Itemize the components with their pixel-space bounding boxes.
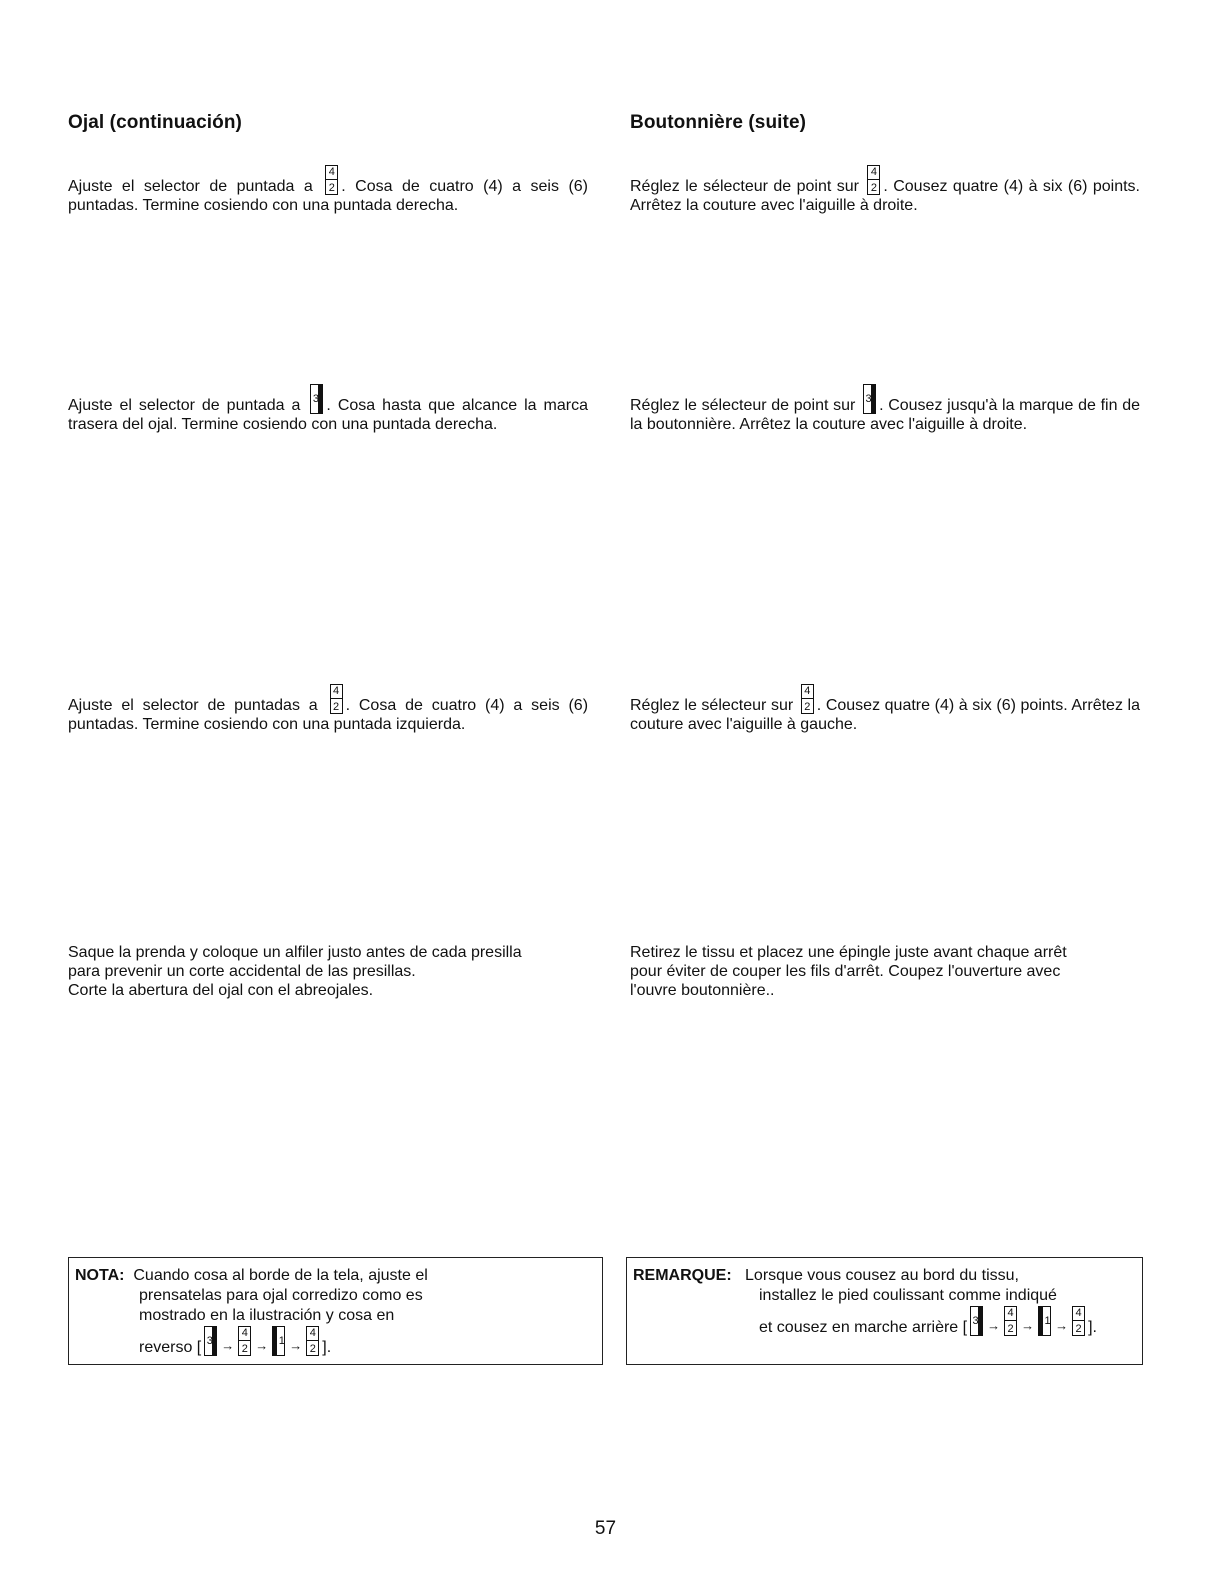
step-line: pour éviter de couper les fils d'arrêt. Coupez l'ouverture avec: [630, 963, 1061, 980]
stitch-selector-4-2-icon: 4 2: [867, 165, 880, 195]
step-line: Retirez le tissu et placez une épingle juste avant chaque arrêt: [630, 944, 1067, 961]
stitch-selector-4-2-icon: 4 2: [238, 1326, 251, 1356]
heading-spanish: Ojal (continuación): [68, 112, 242, 133]
french-step-4: [630, 943, 1160, 1000]
stitch-selector-4-2-icon: 4 2: [330, 684, 343, 714]
note-text: mostrado en la ilustración y cosa en: [139, 1307, 395, 1324]
note-box-french: [626, 1257, 1143, 1365]
arrow-right-icon: →: [255, 1338, 269, 1353]
heading-french: Boutonnière (suite): [630, 112, 807, 133]
step-line: Corte la abertura del ojal con el abreojales.: [68, 982, 374, 999]
step-text: Ajuste el selector de puntadas a: [68, 697, 318, 714]
note-text: installez le pied coulissant comme indiqué: [759, 1287, 1057, 1304]
step-line: Saque la prenda y coloque un alfiler justo antes de cada presilla: [68, 944, 522, 961]
stitch-selector-1-icon: 1: [1038, 1306, 1051, 1336]
arrow-right-icon: →: [987, 1318, 1001, 1333]
stitch-selector-4-2-icon: 4 2: [1072, 1306, 1085, 1336]
step-text: . Cosa de cuatro (4) a seis (6) puntadas. Termine cosiendo con una puntada derecha.: [68, 178, 588, 214]
step-text: Ajuste el selector de puntada a: [68, 397, 301, 414]
spanish-step-3: [68, 684, 588, 734]
stitch-selector-3-icon: 3: [863, 384, 876, 414]
note-label: REMARQUE:: [633, 1267, 732, 1284]
spanish-step-4: [68, 943, 608, 1000]
step-text: Réglez le sélecteur de point sur: [630, 178, 859, 195]
arrow-right-icon: →: [289, 1338, 303, 1353]
arrow-right-icon: →: [221, 1338, 235, 1353]
page-number: 57: [594, 1518, 617, 1539]
french-step-1: [630, 165, 1140, 215]
stitch-selector-4-2-icon: 4 2: [1004, 1306, 1017, 1336]
step-text: Réglez le sélecteur sur: [630, 697, 794, 714]
note-text: Cuando cosa al borde de la tela, ajuste el: [133, 1267, 428, 1284]
stitch-selector-4-2-icon: 4 2: [801, 684, 814, 714]
stitch-selector-3-icon: 3: [310, 384, 323, 414]
stitch-selector-3-icon: 3: [970, 1306, 983, 1336]
arrow-right-icon: →: [1021, 1318, 1035, 1333]
stitch-selector-4-2-icon: 4 2: [325, 165, 338, 195]
step-line: l'ouvre boutonnière..: [630, 982, 775, 999]
spanish-step-2: [68, 384, 588, 434]
arrow-right-icon: →: [1055, 1318, 1069, 1333]
note-sequence-line: [633, 1306, 1132, 1338]
step-text: Réglez le sélecteur de point sur: [630, 397, 856, 414]
spanish-step-1: [68, 165, 588, 215]
note-text: Lorsque vous cousez au bord du tissu,: [745, 1267, 1019, 1284]
note-sequence-line: [75, 1326, 592, 1358]
step-line: para prevenir un corte accidental de las presillas.: [68, 963, 416, 980]
note-label: NOTA:: [75, 1267, 125, 1284]
step-text: . Cosa hasta que alcance la marca trasera del ojal. Termine cosiendo con una puntada derecha.: [68, 397, 589, 433]
note-text: et cousez en marche arrière [: [759, 1319, 968, 1336]
step-text: . Cosa de cuatro (4) a seis (6) puntadas. Termine cosiendo con una puntada izquierda.: [68, 697, 589, 733]
step-text: . Cousez quatre (4) à six (6) points. Arrêtez la couture avec l'aiguille à droite.: [630, 178, 1141, 214]
stitch-selector-3-icon: 3: [204, 1326, 217, 1356]
step-text: Ajuste el selector de puntada a: [68, 178, 313, 195]
note-box-spanish: [68, 1257, 603, 1365]
stitch-selector-1-icon: 1: [272, 1326, 285, 1356]
note-text: ].: [322, 1339, 332, 1356]
french-step-2: [630, 384, 1140, 434]
note-text: reverso [: [139, 1339, 202, 1356]
french-step-3: [630, 684, 1140, 734]
step-text: . Cousez jusqu'à la marque de fin de la boutonnière. Arrêtez la couture avec l'aiguille à droite.: [630, 397, 1140, 433]
note-text: ].: [1088, 1319, 1097, 1336]
note-text: prensatelas para ojal corredizo como es: [139, 1287, 423, 1304]
stitch-selector-4-2-icon: 4 2: [306, 1326, 319, 1356]
step-text: . Cousez quatre (4) à six (6) points. Arrêtez la couture avec l'aiguille à gauche.: [630, 697, 1140, 733]
